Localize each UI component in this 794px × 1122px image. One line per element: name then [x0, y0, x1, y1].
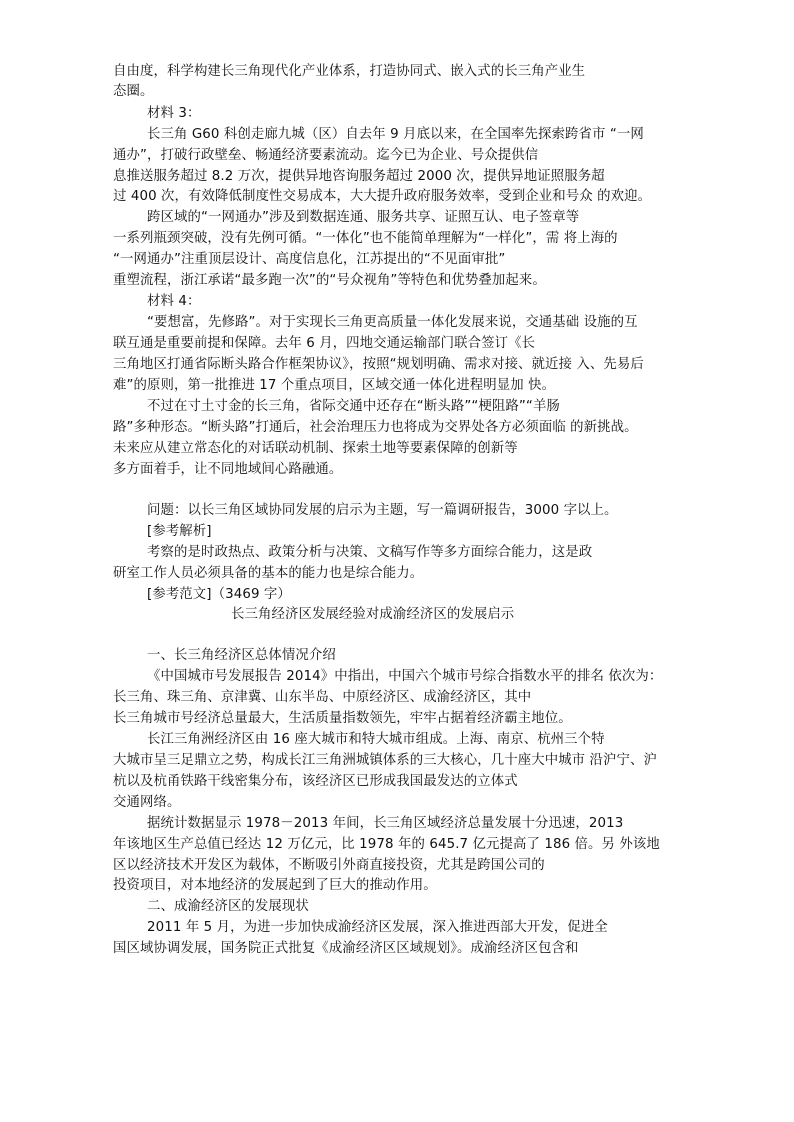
essay-title: 长三角经济区发展经验对成渝经济区的发展启示 [231, 607, 515, 622]
text-line: 过 400 次，有效降低制度性交易成本，大大提升政府服务效率，受到企业和号众 的欢迎。 [113, 189, 652, 204]
text-line: 不过在寸土寸金的长三角，省际交通中还存在“断头路”“梗阻路”“羊肠 [147, 399, 560, 414]
text-line: 多方面着手，让不同地域间心路融通。 [113, 462, 343, 477]
text-line: 长三角城市号经济总量最大，生活质量指数领先，牢牢占据着经济霸主地位。 [113, 711, 572, 726]
section-heading: 一、长三角经济区总体情况介绍 [147, 648, 336, 663]
text-line: 年该地区生产总值已经达 12 万亿元，比 1978 年的 645.7 亿元提高了 186 倍。另 外该地 [113, 837, 660, 852]
text-line: “要想富，先修路”。对于实现长三角更高质量一体化发展来说，交通基础 设施的互 [147, 315, 638, 330]
text-line: 重塑流程，浙江承诺“最多跑一次”的“号众视角”等特色和优势叠加起来。 [113, 273, 546, 288]
text-line: 未来应从建立常态化的对话联动机制、探索土地等要素保障的创新等 [113, 441, 518, 456]
text-line: 态圈。 [113, 84, 154, 99]
text-line: 考察的是时政热点、政策分析与决策、文稿写作等多方面综合能力，这是政 [147, 545, 593, 560]
text-line: 研室工作人员必须具备的基本的能力也是综合能力。 [113, 566, 424, 581]
text-line: 联互通是重要前提和保障。去年 6 月，四地交通运输部门联合签订《长 [113, 336, 536, 351]
text-line: 难”的原则，第一批推进 17 个重点项目，区域交通一体化进程明显加 快。 [113, 378, 556, 393]
text-line: 国区域协调发展，国务院正式批复《成渝经济区区域规划》。成渝经济区包含和 [113, 941, 579, 956]
reference-essay-label: [参考范文]（3469 字） [147, 587, 291, 602]
text-line: 杭以及杭甬铁路干线密集分布，该经济区已形成我国最发达的立体式 [113, 774, 518, 789]
reference-analysis-label: [参考解析] [147, 524, 212, 539]
text-line: 《中国城市号发展报告 2014》中指出，中国六个城市号综合指数水平的排名 依次为： [147, 669, 663, 684]
text-line: 自由度，科学构建长三角现代化产业体系，打造协同式、嵌入式的长三角产业生 [113, 64, 586, 79]
text-line: 息推送服务超过 8.2 万次，提供异地咨询服务超过 2000 次，提供异地证照服务超 [113, 169, 605, 184]
text-line: “一网通办”注重顶层设计、高度信息化，江苏提出的“不见面审批” [113, 252, 506, 267]
text-line: 一系列瓶颈突破，没有先例可循。“一体化”也不能简单理解为“一样化”，需 将上海的 [113, 231, 618, 246]
text-line: 2011 年 5 月，为进一步加快成渝经济区发展，深入推进西部大开发，促进全 [147, 920, 608, 935]
material-heading: 材料 4： [147, 294, 201, 309]
text-line: 长三角、珠三角、京津冀、山东半岛、中原经济区、成渝经济区，其中 [113, 690, 532, 705]
text-line: 长江三角洲经济区由 16 座大城市和特大城市组成。上海、南京、杭州三个特 [147, 732, 605, 747]
text-line: 投资项目，对本地经济的发展起到了巨大的推动作用。 [113, 878, 437, 893]
text-line: 据统计数据显示 1978－2013 年间，长三角区域经济总量发展十分迅速，2013 [147, 816, 624, 831]
text-line: 交通网络。 [113, 795, 181, 810]
text-line: 路”多种形态。“断头路”打通后，社会治理压力也将成为交界处各方必须面临 的新挑战。 [113, 420, 638, 435]
text-line: 区以经济技术开发区为载体，不断吸引外商直接投资，尤其是跨国公司的 [113, 858, 545, 873]
text-line: 通办”，打破行政壁垒、畅通经济要素流动。迄今已为企业、号众提供信 [113, 148, 539, 163]
text-line: 跨区域的“一网通办”涉及到数据连通、服务共享、证照互认、电子签章等 [147, 210, 580, 225]
material-heading: 材料 3： [147, 106, 201, 121]
text-line: 大城市呈三足鼎立之势，构成长江三角洲城镇体系的三大核心，几十座大中城市 沿沪宁、沪 [113, 753, 657, 768]
section-heading: 二、成渝经济区的发展现状 [147, 899, 309, 914]
question-text: 问题：以长三角区域协同发展的启示为主题，写一篇调研报告，3000 字以上。 [147, 503, 618, 518]
text-line: 三角地区打通省际断头路合作框架协议》，按照“规划明确、需求对接、就近接 入、先易后 [113, 357, 644, 372]
text-line: 长三角 G60 科创走廊九城（区）自去年 9 月底以来，在全国率先探索跨省市 “一网 [147, 127, 644, 142]
